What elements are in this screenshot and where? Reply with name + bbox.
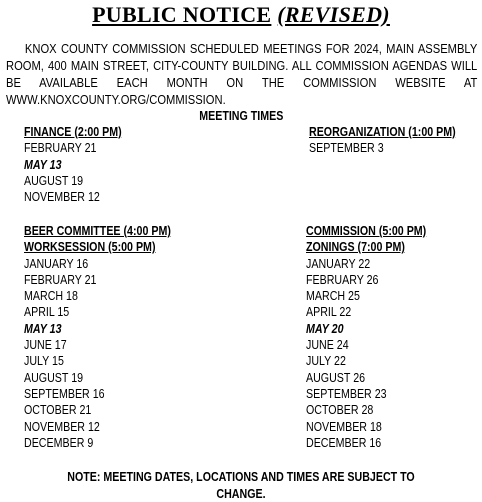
reorganization-column bbox=[309, 124, 482, 157]
commission-header: COMMISSION (5:00 PM) bbox=[306, 223, 427, 238]
worksession-header: WORKSESSION (5:00 PM) bbox=[24, 239, 156, 255]
beer-date: MARCH 18 bbox=[24, 288, 78, 304]
commission-date: JULY 22 bbox=[306, 353, 346, 369]
finance-column bbox=[24, 124, 143, 205]
beer-committee-column bbox=[24, 223, 203, 451]
commission-date: NOVEMBER 18 bbox=[306, 418, 382, 434]
section-title-text: MEETING TIMES bbox=[198, 108, 284, 123]
commission-date: FEBRUARY 26 bbox=[306, 271, 379, 287]
commission-date: MARCH 25 bbox=[306, 288, 360, 304]
footer-note bbox=[0, 468, 482, 502]
commission-date: DECEMBER 16 bbox=[306, 434, 382, 450]
finance-date: NOVEMBER 12 bbox=[24, 189, 100, 205]
reorganization-header: REORGANIZATION (1:00 PM) bbox=[309, 124, 456, 139]
beer-committee-header: BEER COMMITTEE (4:00 PM) bbox=[24, 223, 171, 238]
notice-title bbox=[0, 2, 482, 28]
beer-date: DECEMBER 9 bbox=[24, 434, 94, 450]
beer-date: NOVEMBER 12 bbox=[24, 418, 100, 434]
notice-title-main: PUBLIC NOTICE bbox=[92, 2, 272, 27]
footer-note-text: NOTE: MEETING DATES, LOCATIONS AND TIMES ARE SUBJECT TO CHANGE. bbox=[67, 469, 415, 501]
beer-date: AUGUST 19 bbox=[24, 369, 84, 385]
zonings-header: ZONINGS (7:00 PM) bbox=[306, 239, 405, 255]
commission-date: JANUARY 22 bbox=[306, 255, 371, 271]
commission-date: APRIL 22 bbox=[306, 304, 352, 320]
finance-date: FEBRUARY 21 bbox=[24, 140, 97, 156]
beer-date: JANUARY 16 bbox=[24, 255, 89, 271]
beer-date: FEBRUARY 21 bbox=[24, 271, 97, 287]
commission-column bbox=[306, 223, 453, 451]
commission-date: SEPTEMBER 23 bbox=[306, 385, 387, 401]
commission-date: JUNE 24 bbox=[306, 337, 349, 353]
commission-date: OCTOBER 28 bbox=[306, 402, 374, 418]
beer-date: SEPTEMBER 16 bbox=[24, 385, 105, 401]
beer-date: OCTOBER 21 bbox=[24, 402, 92, 418]
section-title bbox=[0, 107, 482, 124]
finance-date: AUGUST 19 bbox=[24, 172, 84, 188]
beer-date: JULY 15 bbox=[24, 353, 64, 369]
beer-date: APRIL 15 bbox=[24, 304, 70, 320]
commission-date: AUGUST 26 bbox=[306, 369, 366, 385]
notice-title-revised: (REVISED) bbox=[277, 2, 390, 27]
finance-header: FINANCE (2:00 PM) bbox=[24, 124, 122, 139]
commission-date: MAY 20 bbox=[306, 320, 344, 336]
intro-paragraph: KNOX COUNTY COMMISSION SCHEDULED MEETINGS FOR 2024, MAIN ASSEMBLY ROOM, 400 MAIN STREET, CITY-COUNTY BUILDING. ALL COMMISSION AGENDAS WILL BE AVAILABLE EACH MONTH ON THE COMMISSION WEBSITE AT WWW.KNOXCOUNTY.ORG/COMMISSION. bbox=[6, 41, 478, 107]
reorganization-date: SEPTEMBER 3 bbox=[309, 140, 384, 156]
finance-date: MAY 13 bbox=[24, 156, 62, 172]
beer-date: JUNE 17 bbox=[24, 337, 67, 353]
beer-date: MAY 13 bbox=[24, 320, 62, 336]
